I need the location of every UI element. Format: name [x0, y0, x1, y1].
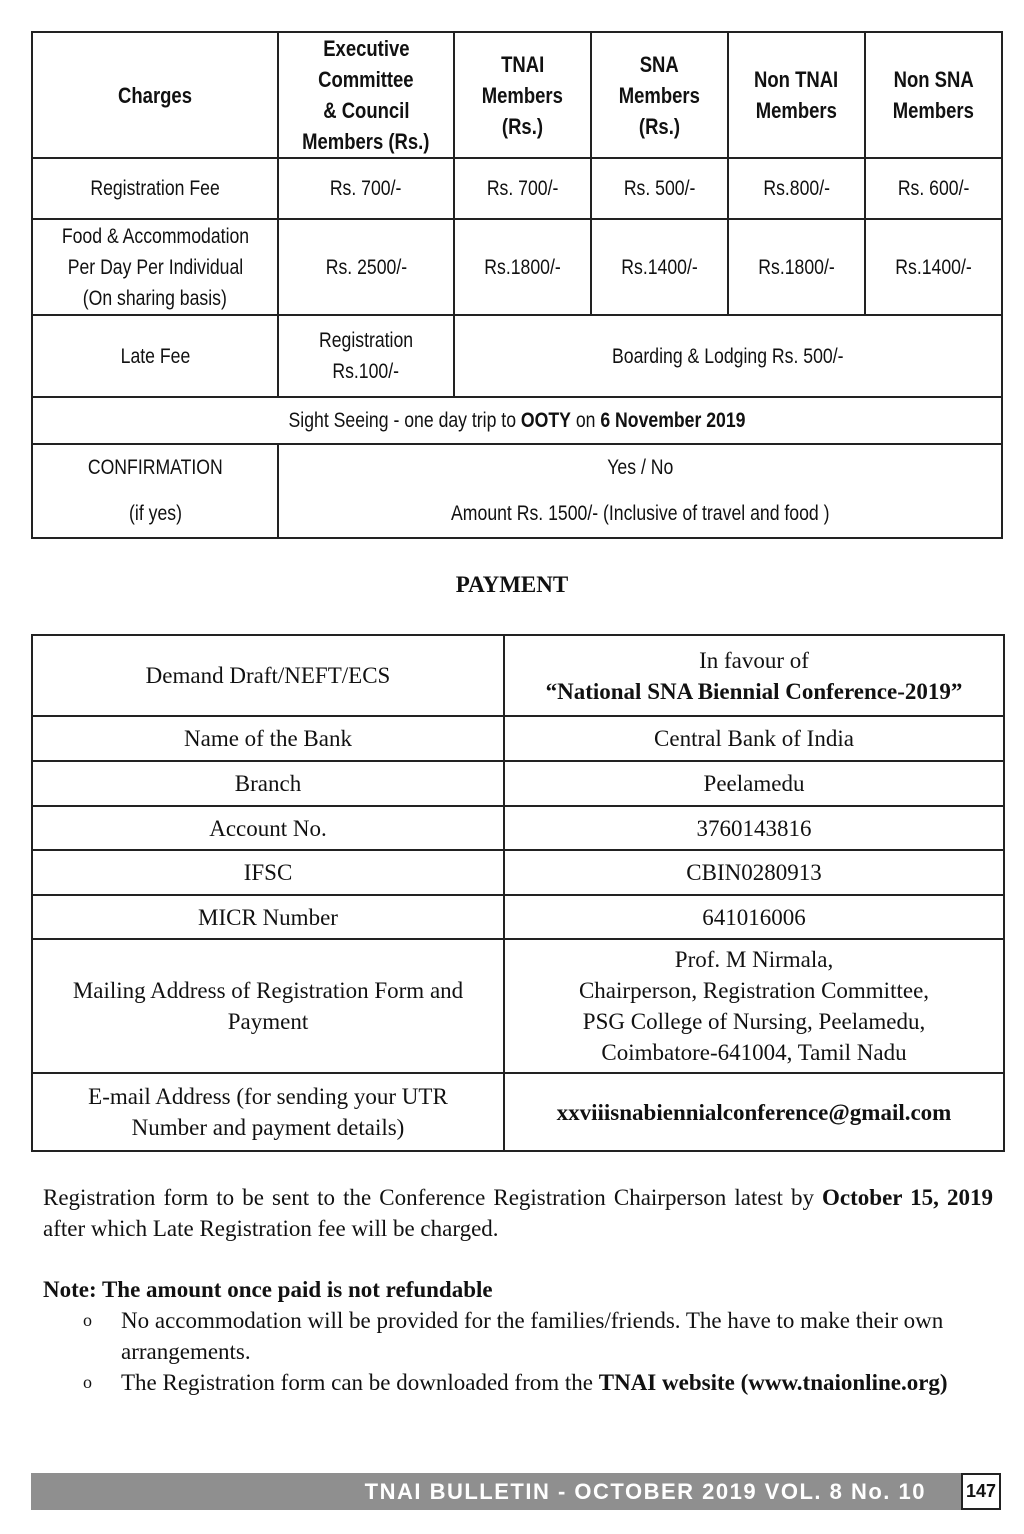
- micr-label: MICR Number: [32, 895, 504, 939]
- late-fee-row: [32, 315, 1002, 397]
- registration-fee-row: [32, 158, 1002, 219]
- confirmation-row: [32, 444, 1002, 538]
- branch-value: Peelamedu: [504, 761, 1004, 806]
- late-fee-registration: Registration Rs.100/-: [278, 315, 454, 397]
- confirmation-value: Yes / No Amount Rs. 1500/- (Inclusive of travel and food ): [278, 444, 1002, 538]
- payment-row-bank: [32, 716, 1004, 761]
- demand-draft-value: In favour of “National SNA Biennial Conference-2019”: [504, 635, 1004, 716]
- header-tnai-members: TNAI Members (Rs.): [454, 32, 591, 158]
- registration-fee-executive: Rs. 700/-: [278, 158, 454, 219]
- note-list: [43, 1305, 993, 1398]
- registration-fee-tnai: Rs. 700/-: [454, 158, 591, 219]
- header-non-tnai-members: Non TNAI Members: [728, 32, 865, 158]
- note-heading: Note: The amount once paid is not refundable: [43, 1277, 493, 1302]
- mailing-address-value: Prof. M Nirmala, Chairperson, Registration Committee, PSG College of Nursing, Peelamedu, Coimbatore-641004, Tamil Nadu: [504, 939, 1004, 1073]
- tnai-website-link[interactable]: TNAI website (www.tnaionline.org): [598, 1370, 948, 1395]
- notes-section: [43, 1182, 993, 1398]
- food-accommodation-tnai: Rs.1800/-: [454, 219, 591, 315]
- registration-fee-sna: Rs. 500/-: [591, 158, 728, 219]
- page-number: 147: [961, 1473, 1001, 1510]
- late-fee-boarding-lodging: Boarding & Lodging Rs. 500/-: [454, 315, 1002, 397]
- header-non-sna-members: Non SNA Members: [865, 32, 1002, 158]
- registration-deadline-text: Registration form to be sent to the Conference Registration Chairperson latest by October 15, 2019 after which Late Registration fee will be charged.: [43, 1185, 993, 1241]
- charges-header-row: [32, 32, 1002, 158]
- food-accommodation-row: [32, 219, 1002, 315]
- header-executive-members: Executive Committee & Council Members (Rs.): [278, 32, 454, 158]
- food-accommodation-non-sna: Rs.1400/-: [865, 219, 1002, 315]
- header-charges: Charges: [32, 32, 278, 158]
- registration-fee-non-tnai: Rs.800/-: [728, 158, 865, 219]
- sightseeing-row: [32, 397, 1002, 444]
- registration-fee-label: Registration Fee: [32, 158, 278, 219]
- account-value: 3760143816: [504, 806, 1004, 850]
- bank-value: Central Bank of India: [504, 716, 1004, 761]
- bullet-circle-icon: o: [83, 1372, 92, 1392]
- micr-value: 641016006: [504, 895, 1004, 939]
- late-fee-label: Late Fee: [32, 315, 278, 397]
- payment-row-micr: [32, 895, 1004, 939]
- ifsc-value: CBIN0280913: [504, 850, 1004, 895]
- payment-row-mailing-address: [32, 939, 1004, 1073]
- food-accommodation-sna: Rs.1400/-: [591, 219, 728, 315]
- payment-row-demand-draft: [32, 635, 1004, 716]
- account-label: Account No.: [32, 806, 504, 850]
- food-accommodation-label: Food & Accommodation Per Day Per Individual (On sharing basis): [32, 219, 278, 315]
- email-label: E-mail Address (for sending your UTR Number and payment details): [32, 1073, 504, 1151]
- branch-label: Branch: [32, 761, 504, 806]
- bank-label: Name of the Bank: [32, 716, 504, 761]
- sightseeing-text: Sight Seeing - one day trip to OOTY on 6 November 2019: [32, 397, 1002, 444]
- food-accommodation-executive: Rs. 2500/-: [278, 219, 454, 315]
- payment-row-account: [32, 806, 1004, 850]
- bullet-circle-icon: o: [83, 1310, 92, 1330]
- footer-bar: [31, 1473, 961, 1510]
- confirmation-label: CONFIRMATION (if yes): [32, 444, 278, 538]
- registration-fee-non-sna: Rs. 600/-: [865, 158, 1002, 219]
- note-item-accommodation: o No accommodation will be provided for the families/friends. The have to make their own arrangements.: [43, 1305, 993, 1367]
- mailing-address-label: Mailing Address of Registration Form and Payment: [32, 939, 504, 1073]
- charges-table: [31, 31, 1003, 539]
- note-item-download: o The Registration form can be downloaded from the TNAI website (www.tnaionline.org): [43, 1367, 993, 1398]
- email-value[interactable]: xxviiisnabiennialconference@gmail.com: [504, 1073, 1004, 1151]
- header-sna-members: SNA Members (Rs.): [591, 32, 728, 158]
- payment-heading: PAYMENT: [455, 572, 569, 597]
- payment-row-ifsc: [32, 850, 1004, 895]
- payment-table: [31, 634, 1005, 1152]
- demand-draft-label: Demand Draft/NEFT/ECS: [32, 635, 504, 716]
- food-accommodation-non-tnai: Rs.1800/-: [728, 219, 865, 315]
- payment-row-branch: [32, 761, 1004, 806]
- ifsc-label: IFSC: [32, 850, 504, 895]
- footer-title: TNAI BULLETIN - OCTOBER 2019 VOL. 8 No. 10: [364, 1479, 926, 1504]
- payment-row-email: [32, 1073, 1004, 1151]
